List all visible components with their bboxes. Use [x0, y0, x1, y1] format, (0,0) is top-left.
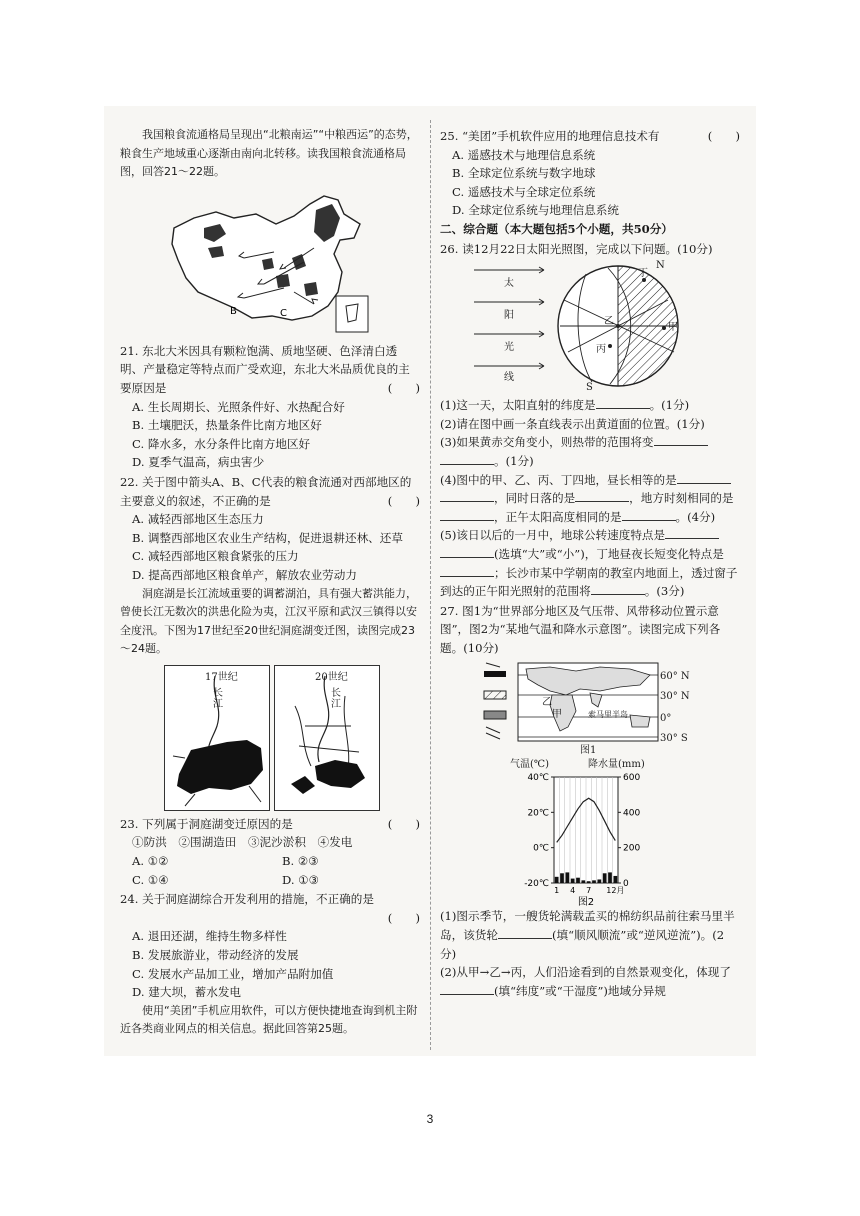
q26-1-score: 。(1分) — [649, 398, 690, 413]
question-24-bracket: ( ) — [387, 910, 420, 925]
q26-3-text: (3)如果黄赤交角变小，则热带的范围将变 — [440, 435, 654, 450]
q26-5-text-c: ；长沙市某中学朝南的教室内地面上，透过窗子到达的正午阳光照射的范围将 — [440, 565, 738, 599]
fig1-lat-60n: 60° N — [660, 671, 690, 683]
q25-option-d: D. 全球定位系统与地理信息系统 — [452, 203, 619, 218]
question-23 — [120, 815, 420, 834]
dongting-lake-maps — [164, 665, 380, 811]
fig1-label-yi: 乙 — [542, 697, 552, 709]
q24-option-c: C. 发展水产品加工业，增加产品附加值 — [132, 966, 334, 981]
q25-option-c: C. 遥感技术与全球定位系统 — [452, 184, 596, 199]
precip-tick-label: 200 — [623, 844, 641, 855]
chart-ylabel-right: 降水量(mm) — [588, 759, 645, 771]
figure-2-climate-chart — [510, 759, 730, 907]
lake-20th-svg — [275, 666, 379, 810]
q22-option-c: C. 减轻西部地区粮食紧张的压力 — [132, 549, 299, 564]
question-26: 26. 读12月22日太阳光照图，完成以下问题。(10分) — [440, 241, 713, 256]
column-divider — [430, 120, 431, 1050]
q26-4-text-a: (4)图中的甲、乙、丙、丁四地，昼长相等的是 — [440, 472, 677, 487]
sun-label-yang: 阳 — [504, 310, 514, 322]
china-map-svg — [164, 188, 376, 338]
intro-21-22: 我国粮食流通格局呈现出“北粮南运”“中粮西运”的态势，粮食生产地域重心逐渐由南向北转移。读我国粮食流通格局图，回答21～22题。 — [120, 128, 418, 179]
answer-blank[interactable] — [498, 926, 552, 939]
q27-2-text-a: (2)从甲→乙→丙，人们沿途看到的自然景观变化，体现了 — [440, 965, 731, 980]
figure-2-caption: 图2 — [577, 897, 595, 908]
sun-label-n: N — [656, 260, 665, 272]
q21-option-d: D. 夏季气温高，病虫害少 — [132, 455, 265, 470]
figure-1-world-map — [480, 661, 700, 757]
answer-blank[interactable] — [440, 452, 494, 465]
answer-blank[interactable] — [440, 508, 494, 521]
fig1-lat-30n: 30° N — [660, 691, 690, 703]
q26-3-score: 。(1分) — [494, 453, 534, 468]
sun-label-jia: 甲 — [668, 322, 678, 334]
answer-blank[interactable] — [654, 433, 708, 446]
x-tick-label: 7 — [586, 886, 592, 896]
sun-label-xian: 线 — [504, 372, 514, 384]
q27-2-text-b: (填“纬度”或“干湿度”)地域分异规 — [494, 983, 666, 998]
map-label-b: B — [230, 305, 237, 317]
answer-blank[interactable] — [440, 982, 494, 995]
answer-blank[interactable] — [622, 508, 676, 521]
temp-tick-label: -20℃ — [524, 879, 549, 890]
left-column — [120, 126, 420, 1039]
label-20th-century: 20世纪 — [315, 671, 348, 683]
sun-label-s: S — [586, 382, 593, 394]
answer-blank[interactable] — [440, 545, 494, 558]
q23-option-d: D. ①③ — [282, 872, 320, 887]
q25-option-b: B. 全球定位系统与数字地球 — [452, 166, 596, 181]
q24-option-a: A. 退田还湖，维持生物多样性 — [132, 929, 287, 944]
china-grain-map — [164, 188, 376, 338]
q26-4-text-c: ，地方时刻相同的是 — [629, 491, 734, 506]
question-24: 24. 关于洞庭湖综合开发利用的措施，不正确的是 — [120, 892, 374, 907]
intro-23-24: 洞庭湖是长江流域重要的调蓄湖泊，具有强大蓄洪能力，曾使长江无数次的洪患化险为夷，江汉平原和武汉三镇得以安全度汛。下图为17世纪至20世纪洞庭湖变迁图，读图完成23～24题。 — [120, 586, 417, 656]
answer-blank[interactable] — [440, 489, 494, 502]
q24-option-d: D. 建大坝，蓄水发电 — [132, 985, 242, 1000]
q25-option-a: A. 遥感技术与地理信息系统 — [452, 147, 596, 162]
lake-map-20th — [274, 665, 380, 811]
answer-blank[interactable] — [677, 471, 731, 484]
sun-label-ding: 丁 — [638, 268, 648, 280]
x-tick-label: 4 — [570, 886, 576, 896]
temp-tick-label: 0℃ — [533, 844, 549, 855]
precip-tick-label: 600 — [623, 773, 641, 784]
question-25 — [440, 127, 740, 146]
answer-blank[interactable] — [596, 396, 650, 409]
x-tick-label: 1 — [554, 886, 560, 896]
q24-option-b: B. 发展旅游业，带动经济的发展 — [132, 948, 299, 963]
q26-part-5 — [440, 526, 740, 600]
answer-blank[interactable] — [591, 582, 645, 595]
answer-blank[interactable] — [665, 526, 719, 539]
intro-25: 使用“美团”手机应用软件，可以方便快捷地查询到机主附近各类商业网点的相关信息。据此回答第25题。 — [120, 1003, 418, 1036]
question-21-bracket: ( ) — [387, 380, 420, 395]
question-23-bracket: ( ) — [387, 816, 420, 831]
precip-bar — [571, 879, 575, 883]
q26-5-text-b: (选填“大”或“小”)，丁地昼夜长短变化特点是 — [494, 546, 724, 561]
right-column — [440, 126, 740, 1000]
chart-ylabel-left: 气温(℃) — [510, 759, 549, 771]
q26-5-text-a: (5)该日以后的一月中，地球公转速度特点是 — [440, 528, 666, 543]
precip-bar — [555, 877, 559, 883]
question-25-bracket: ( ) — [707, 129, 740, 143]
precip-tick-label: 0 — [623, 879, 629, 890]
precip-bar — [587, 882, 591, 884]
label-17th-century: 17世纪 — [205, 671, 238, 683]
q21-option-a: A. 生长周期长、光照条件好、水热配合好 — [132, 399, 345, 414]
q26-5-score: 。(3分) — [644, 584, 685, 599]
fig1-label-jia: 甲 — [552, 709, 562, 721]
precip-bar — [576, 878, 580, 883]
temp-tick-label: 20℃ — [527, 808, 549, 819]
fig1-lat-0: 0° — [660, 713, 672, 725]
q23-options-ab — [120, 852, 420, 871]
fig1-lat-30s: 30° S — [660, 733, 688, 745]
q23-option-a: A. ①② — [132, 854, 169, 869]
q21-option-c: C. 降水多，水分条件比南方地区好 — [132, 436, 311, 451]
question-21 — [120, 342, 420, 398]
section-2-heading: 二、综合题（本大题包括5个小题，共50分） — [440, 221, 673, 236]
precip-bar — [603, 874, 607, 884]
q26-part-1 — [440, 396, 740, 415]
precip-tick-label: 400 — [623, 808, 641, 819]
q27-1-text-b: (填“顺风顺流”或“逆风逆流”)。(2分) — [440, 928, 725, 961]
q26-part-2: (2)请在图中画一条直线表示出黄道面的位置。(1分) — [440, 416, 705, 431]
sun-label-tai: 太 — [504, 278, 514, 290]
q23-items: ①防洪 ②围湖造田 ③泥沙淤积 ④发电 — [132, 835, 353, 850]
q22-option-d: D. 提高西部地区粮食单产，解放农业劳动力 — [132, 567, 357, 582]
map-label-c: C — [280, 307, 287, 319]
sunlight-diagram — [468, 260, 708, 394]
precip-bar — [613, 876, 617, 883]
temp-tick-label: 40℃ — [527, 773, 549, 784]
answer-blank[interactable] — [440, 564, 494, 577]
sun-label-guang: 光 — [504, 342, 514, 354]
q27-part-1 — [440, 907, 740, 963]
fig1-label-somali: 索马里半岛 — [588, 710, 628, 720]
question-23-stem: 23. 下列属于洞庭湖变迁原因的是 — [120, 816, 293, 831]
climate-chart-svg — [510, 771, 730, 907]
precip-bar — [592, 881, 596, 884]
sun-label-yi: 乙 — [604, 316, 614, 328]
label-changjiang-17: 长 江 — [213, 687, 223, 710]
question-22-bracket: ( ) — [387, 493, 420, 508]
q26-4-text-d: ，正午太阳高度相同的是 — [494, 509, 622, 524]
x-tick-label: 12月 — [606, 886, 625, 896]
page-number: 3 — [426, 1112, 434, 1126]
label-changjiang-20: 长 江 — [331, 687, 341, 710]
question-27: 27. 图1为“世界部分地区及气压带、风带移动位置示意图”，图2为“某地气温和降水示意图”。读图完成下列各题。(10分) — [440, 603, 721, 655]
sun-label-bing: 丙 — [596, 344, 606, 356]
question-22 — [120, 473, 420, 510]
q26-1-text: (1)这一天，太阳直射的纬度是 — [440, 398, 596, 413]
question-22-stem: 22. 关于图中箭头A、B、C代表的粮食流通对西部地区的主要意义的叙述，不正确的是 — [120, 474, 412, 508]
q21-option-b: B. 土壤肥沃，热量条件比南方地区好 — [132, 418, 322, 433]
q23-option-b: B. ②③ — [282, 854, 319, 869]
q26-part-4 — [440, 471, 740, 527]
q23-option-c: C. ①④ — [132, 872, 169, 887]
q26-part-3 — [440, 433, 740, 470]
q27-1-text-a: (1)图示季节，一艘货轮满载孟买的棉纺织品前往索马里半岛，该货轮 — [440, 909, 735, 943]
q22-option-a: A. 减轻西部地区生态压力 — [132, 512, 264, 527]
precip-bar — [560, 874, 564, 884]
precip-bar — [597, 880, 601, 884]
precip-bar — [565, 873, 569, 884]
q26-4-text-b: ，同时日落的是 — [494, 491, 576, 506]
q22-option-b: B. 调整西部地区农业生产结构，促进退耕还林、还草 — [132, 530, 403, 545]
question-21-stem: 21. 东北大米因具有颗粒饱满、质地坚硬、色泽清白透明、产量稳定等特点而广受欢迎，东北大米品质优良的主要原因是 — [120, 343, 410, 395]
fig1-caption: 图1 — [580, 745, 597, 757]
question-25-stem: 25. “美团”手机软件应用的地理信息技术有 — [440, 129, 660, 143]
q27-part-2 — [440, 963, 740, 1000]
lake-map-17th — [164, 665, 270, 811]
q23-options-cd — [120, 871, 420, 890]
precip-bar — [608, 873, 612, 884]
answer-blank[interactable] — [575, 489, 629, 502]
precip-bar — [581, 881, 585, 884]
q26-4-score: 。(4分) — [675, 509, 716, 524]
